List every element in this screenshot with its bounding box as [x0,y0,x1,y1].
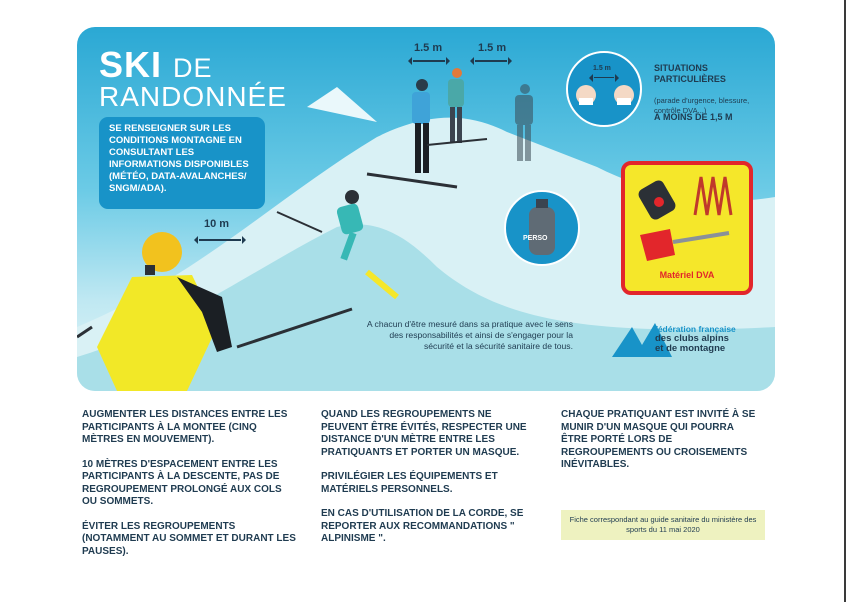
bottle-icon [529,207,555,255]
dva-equipment-icon [625,165,749,265]
footer-note: Fiche correspondant au guide sanitaire du ministère des sports du 11 mai 2020 [561,510,765,540]
title-ski: SKI DE [99,44,213,85]
column-1-item: 10 MÈTRES D'ESPACEMENT ENTRE LES PARTICIPANTS À LA DESCENTE, PAS DE REGROUPEMENT PROLONGÉ AUX COLS OU SOMMETS. [82,458,282,507]
column-1-item: AUGMENTER LES DISTANCES ENTRE LES PARTICIPANTS À LA MONTEE (CINQ MÈTRES EN MOUVEMENT). [82,409,288,445]
info-box: SE RENSEIGNER SUR LES CONDITIONS MONTAGNE EN CONSULTANT LES INFORMATIONS DISPONIBLES (MÉTÉO, DATA-AVALANCHES/ SNGM/ADA). [99,117,265,209]
distance-arrow-2 [475,60,507,62]
column-2-item: EN CAS D'UTILISATION DE LA CORDE, SE REPORTER AUX RECOMMANDATIONS " ALPINISME ". [321,508,524,544]
column-1-item: ÉVITER LES REGROUPEMENTS (NOTAMMENT AU SOMMET ET DURANT LES PAUSES). [82,520,296,557]
distance-label-2: 1.5 m [478,42,507,54]
distance-arrow-faces [594,77,614,78]
dva-label: Matériel DVA [659,270,715,280]
hero-caption: A chacun d'être mesuré dans sa pratique avec le sens des responsabilités et ainsi de s'engager pour la sécurité et la sécurité sanitaire de tous. [366,319,573,351]
column-2-item: PRIVILÉGIER LES ÉQUIPEMENTS ET MATÉRIELS PERSONNELS. [321,471,498,495]
title-randonnee: RANDONNÉE [99,81,287,112]
column-2-item: QUAND LES REGROUPEMENTS NE PEUVENT ÊTRE ÉVITÉS, RESPECTER UNE DISTANCE D'UN MÈTRE ENTRE LES PRATIQUANTS ET PORTER UN MASQUE. [321,409,527,458]
situations-subtitle: (parade d'urgence, blessure, contrôle DVA...) [654,96,750,115]
hero-illustration [77,27,775,391]
perso-label: PERSO [523,235,548,242]
situations-title: SITUATIONS PARTICULIÈRES [654,63,726,84]
column-2 [321,409,531,558]
column-1 [82,409,297,570]
situations-distance: À MOINS DE 1,5 M [654,112,733,122]
distance-arrow-1 [413,60,445,62]
distance-label-faces: 1.5 m [593,65,611,72]
ffcam-logo-text: fédération française des clubs alpins et de montagne [655,324,736,354]
dva-equipment-box [621,161,753,295]
distance-label-descent: 10 m [204,218,230,230]
page-edge-line [844,0,846,602]
distance-arrow-descent [199,239,241,241]
column-3-item: CHAQUE PRATIQUANT EST INVITÉ À SE MUNIR D'UN MASQUE QUI POURRA ÊTRE PORTÉ LORS DE REGROUPEMENTS OU CROISEMENTS INÉVITABLES. [561,409,756,470]
column-3 [561,409,756,484]
distance-label-1: 1.5 m [414,42,443,54]
summit-snow [307,87,377,122]
